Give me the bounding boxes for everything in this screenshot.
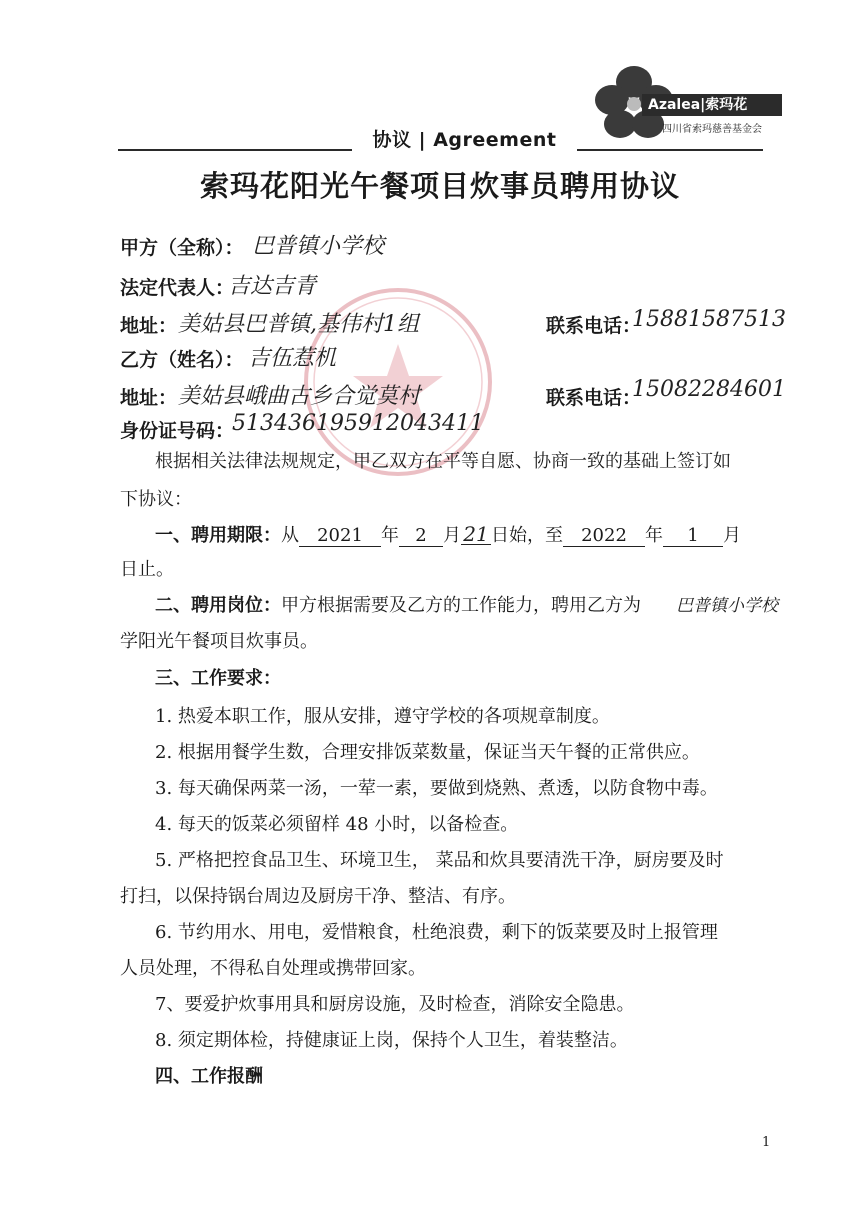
pay-label: 四、工作报酬 <box>155 1066 263 1087</box>
start-year: 2021 <box>299 526 381 547</box>
party-b-phone-label: 联系电话： <box>546 387 642 409</box>
requirement-item: 1. 热爱本职工作，服从安排，遵守学校的各项规章制度。 <box>155 706 610 727</box>
post-label: 二、聘用岗位： <box>155 595 281 616</box>
requirement-item: 3. 每天确保两菜一汤，一荤一素，要做到烧熟、煮透，以防食物中毒。 <box>155 778 718 799</box>
logo-subtitle: 四川省索玛慈善基金会 <box>662 124 762 135</box>
logo-banner: Azalea|索玛花 <box>642 94 782 116</box>
end-month: 1 <box>663 526 723 547</box>
party-a-address-label: 地址： <box>120 315 178 337</box>
party-b-label: 乙方（姓名）： <box>120 349 244 371</box>
party-b-address-label: 地址： <box>120 387 178 409</box>
requirement-item: 4. 每天的饭菜必须留样 48 小时，以备检查。 <box>155 814 519 835</box>
term-year-2: 年 <box>645 525 663 546</box>
requirement-item: 6. 节约用水、用电，爱惜粮食，杜绝浪费，剩下的饭菜要及时上报管理 <box>155 922 718 943</box>
party-a-label: 甲方（全称）： <box>120 237 244 259</box>
agreement-label: 协议 | Agreement <box>352 126 577 154</box>
requirement-item: 7、要爱护炊事用具和厨房设施，及时检查，消除安全隐患。 <box>155 994 635 1015</box>
foundation-logo <box>590 60 782 148</box>
term-line <box>155 524 741 547</box>
party-b-name: 吉伍惹机 <box>248 346 337 371</box>
legal-rep-label: 法定代表人： <box>120 277 235 299</box>
id-number-label: 身份证号码： <box>120 420 235 442</box>
party-a-phone-label: 联系电话： <box>546 315 642 337</box>
term-day-start: 日始，至 <box>491 525 563 546</box>
term-year-1: 年 <box>381 525 399 546</box>
term-end: 日止。 <box>120 559 174 580</box>
requirement-item: 人员处理，不得私自处理或携带回家。 <box>120 958 426 979</box>
end-year: 2022 <box>563 526 645 547</box>
party-b-phone: 15082284601 <box>632 377 786 402</box>
party-a-address: 美姑县巴普镇,基伟村1组 <box>178 312 419 337</box>
requirement-item: 2. 根据用餐学生数，合理安排饭菜数量，保证当天午餐的正常供应。 <box>155 742 700 763</box>
requirements-label: 三、工作要求： <box>155 668 281 689</box>
intro-line-1: 根据相关法律法规规定，甲乙双方在平等自愿、协商一致的基础上签订如 <box>155 451 731 472</box>
page-number: 1 <box>762 1135 771 1150</box>
term-from: 从 <box>281 525 299 546</box>
legal-rep-name: 吉达吉青 <box>228 274 317 299</box>
post-line <box>155 596 641 616</box>
post-line-2: 学阳光午餐项目炊事员。 <box>120 631 318 652</box>
requirement-item: 打扫，以保持锅台周边及厨房干净、整洁、有序。 <box>120 886 516 907</box>
requirement-item: 8. 须定期体检，持健康证上岗，保持个人卫生，着装整洁。 <box>155 1030 628 1051</box>
post-text: 甲方根据需要及乙方的工作能力，聘用乙方为 <box>281 595 641 616</box>
intro-line-2: 下协议： <box>120 489 192 510</box>
term-month-1: 月 <box>443 525 461 546</box>
requirement-item: 5. 严格把控食品卫生、环境卫生， 菜品和炊具要清洗干净，厨房要及时 <box>155 850 724 871</box>
post-school: 巴普镇小学校 <box>676 596 778 616</box>
party-b-address: 美姑县峨曲古乡合觉莫村 <box>178 384 421 409</box>
id-number: 513436195912043411 <box>232 411 484 436</box>
party-a-phone: 15881587513 <box>632 307 786 332</box>
start-month: 2 <box>399 526 443 547</box>
document-title: 索玛花阳光午餐项目炊事员聘用协议 <box>199 169 680 203</box>
term-label: 一、聘用期限： <box>155 525 281 546</box>
term-month-2: 月 <box>723 525 741 546</box>
party-a-name: 巴普镇小学校 <box>252 234 385 259</box>
start-day: 21 <box>461 524 491 545</box>
